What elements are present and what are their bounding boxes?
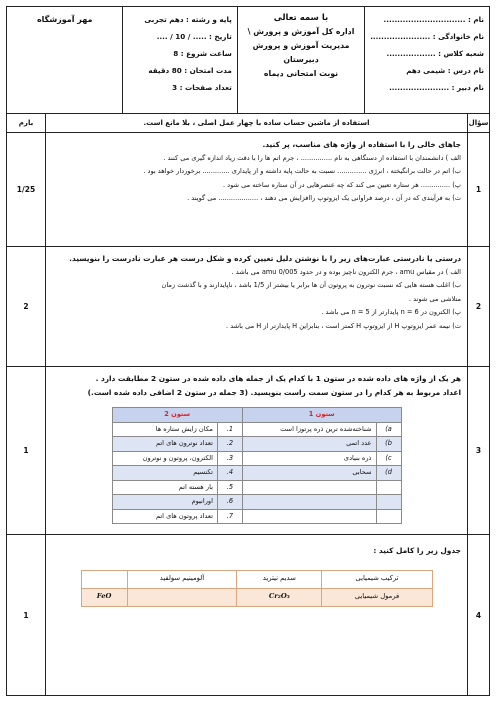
question-item: پ) .............. هر ستاره تعیین می کند که چه عنصرهایی در آن ستاره ساخته می شود . (222, 180, 461, 189)
stamp-box (7, 7, 122, 113)
org-line-1: اداره کل آموزش و پرورش \ (247, 27, 355, 36)
column-1-header: ستون 1 (242, 408, 401, 423)
term-text: ذره بنیادی (242, 451, 376, 466)
definition-number: 3. (217, 451, 242, 466)
term-text (242, 509, 376, 524)
student-info (364, 7, 489, 113)
lesson-field: نام درس : شیمی دهم (406, 66, 484, 75)
definition-text: بار هسته اتم (112, 480, 217, 495)
term-text (242, 480, 376, 495)
compound-formula: FeO (81, 588, 127, 606)
exam-page (6, 6, 490, 696)
question-title: جاهای خالی را با استفاده از واژه های مناسب، پر کنید. (262, 140, 461, 149)
question-item: پ) الکترون در n = 6 پایدارتر از n = 5 می باشد . (321, 308, 461, 316)
term-letter: a) (376, 422, 401, 437)
org-line-3: دبیرستان (283, 55, 319, 64)
definition-number: 1. (217, 422, 242, 437)
question-number-header: سؤال (467, 114, 489, 132)
questions-table-header (7, 114, 489, 133)
question-item: ب) اتم در حالت برانگیخته ، انرژی .............. نسبت به حالت پایه داشته و از پایداری ............. برخوردار خواهد بود . (143, 167, 461, 175)
definition-text: تعداد پروتون های اتم (112, 509, 217, 524)
definition-text: الکترون، پروتون و نوترون (112, 451, 217, 466)
basmala: با سمه تعالی (273, 13, 329, 23)
class-field: شعبه کلاس : .................. (386, 49, 484, 58)
score-header: بارم (18, 119, 34, 127)
question-score: 1 (23, 446, 29, 455)
question-item: ب) اغلب هسته هایی که نسبت نوترون به پروتون آن ها برابر یا بیشتر از 1/5 باشد ، ناپایدارند و با گذشت زمان (161, 281, 461, 289)
instruction-text: استفاده از ماشین حساب ساده با چهار عمل اصلی ، بلا مانع است. (45, 114, 467, 132)
term-text: عدد اتمی (242, 437, 376, 452)
compound-table (81, 570, 433, 607)
term-letter: c) (376, 451, 401, 466)
question-row-3 (7, 367, 489, 535)
student-name-field: نام : .............................. (383, 15, 484, 24)
definition-number: 7. (217, 509, 242, 524)
question-item: الف ) در مقیاس amu ، جرم الکترون ناچیز بوده و در حدود 0/005 amu می باشد . (231, 267, 461, 276)
question-number: 2 (467, 247, 489, 366)
question-title: درستی یا نادرستی عبارت‌های زیر را با نوشتن دلیل تعیین کرده و شکل درست هر عبارت نادرست را بنویسید. (69, 254, 461, 263)
definition-text: اورانیوم (112, 495, 217, 510)
question-row-4 (7, 535, 489, 695)
question-item: متلاشی می شوند . (408, 294, 461, 303)
term-letter (376, 509, 401, 524)
question-number: 4 (467, 535, 489, 695)
compound-name (81, 570, 127, 588)
question-title: هر یک از واژه های داده شده در ستون 1 با کدام یک از جمله های داده شده در ستون 2 مطابقت دارد . (95, 374, 461, 383)
duration-field: مدت امتحان : 80 دقیقه (148, 66, 232, 75)
question-body (45, 133, 467, 246)
definition-number: 5. (217, 480, 242, 495)
question-row-2 (7, 247, 489, 367)
definition-number: 6. (217, 495, 242, 510)
date-field: تاریخ : ..... / 10 / .... (156, 32, 232, 41)
definition-text: مکان زایش ستاره ها (112, 422, 217, 437)
question-score: 1/25 (16, 185, 36, 194)
exam-header (7, 7, 489, 114)
definition-text: تعداد نوترون های اتم (112, 437, 217, 452)
term-text: شناخته‌شده ترین ذره پرتوزا است (242, 422, 376, 437)
organization-info (237, 7, 364, 113)
question-score: 1 (23, 610, 29, 620)
stamp-label: مهر آموزشگاه (36, 15, 93, 24)
question-title: جدول زیر را کامل کنید : (373, 546, 461, 555)
term-letter (376, 495, 401, 510)
question-score: 2 (23, 302, 29, 311)
question-item: ت) نیمه عمر ایزوتوپ H از ایزوتوپ H کمتر است ، بنابراین H پایدارتر از H می باشد . (226, 321, 461, 330)
start-time-field: ساعت شروع : 8 (173, 49, 232, 58)
matching-table (112, 407, 402, 524)
definition-number: 2. (217, 437, 242, 452)
compound-name: سدیم نیترید (237, 570, 322, 588)
student-family-field: نام خانوادگی : ...................... (370, 32, 484, 41)
org-line-4: نوبت امتحانی دیماه (263, 69, 339, 78)
question-item: ت) به فرآیندی که در آن ، درصد فراوانی یک ایزوتوپ راافزایش می دهند ، ................... می گویند . (187, 194, 461, 202)
grade-field: پایه و رشته : دهم تجربی (144, 15, 232, 24)
question-body (45, 247, 467, 366)
pages-field: تعداد صفحات : 3 (172, 83, 232, 92)
term-letter: b) (376, 437, 401, 452)
column-2-header: ستون 2 (112, 408, 242, 423)
question-body (45, 367, 467, 534)
term-text: سحابی (242, 466, 376, 481)
definition-number: 4. (217, 466, 242, 481)
question-row-1 (7, 133, 489, 247)
compound-formula: Cr₂O₃ (237, 588, 322, 606)
teacher-field: نام دبیر : ...................... (389, 83, 484, 92)
question-subtitle: اعداد مربوط به هر کدام را در ستون سمت راست بنویسید. (3 جمله در ستون 2 اضافی داده شده است.) (87, 387, 461, 397)
question-item: الف ) دانشمندان با استفاده از دستگاهی به نام ............... ، جرم اتم ها را با دقت زیاد اندازه گیری می کنند . (163, 153, 461, 162)
question-number: 3 (467, 367, 489, 534)
term-letter (376, 480, 401, 495)
row-label-compound: ترکیب شیمیایی (322, 570, 432, 588)
question-number: 1 (467, 133, 489, 246)
definition-text: تکنسیم (112, 466, 217, 481)
compound-formula (127, 588, 236, 606)
exam-info (122, 7, 236, 113)
term-text (242, 495, 376, 510)
term-letter: d) (376, 466, 401, 481)
question-body (45, 535, 467, 695)
row-label-formula: فرمول شیمیایی (322, 588, 432, 606)
org-line-2: مدیریت آموزش و پرورش (252, 41, 350, 50)
compound-name: آلومینیم سولفید (127, 570, 236, 588)
